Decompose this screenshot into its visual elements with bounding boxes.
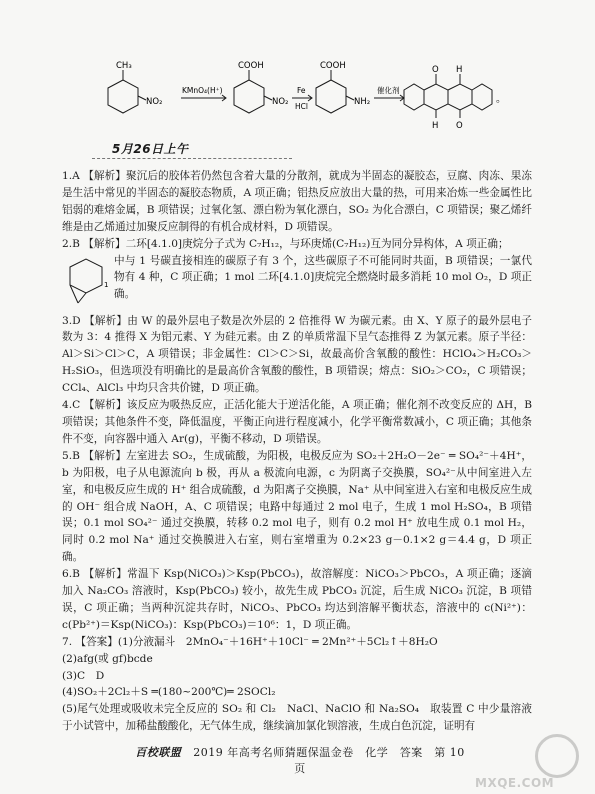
reagent-2-bottom: HCl <box>295 102 308 111</box>
r2-sub1: COOH <box>238 61 264 71</box>
r3-sub2: NH₂ <box>354 97 371 107</box>
carbon-1-label: 1 <box>104 280 109 289</box>
scheme-end-dot: 。 <box>496 94 506 105</box>
answer-4-text: 【解析】该反应为吸热反应，正活化能大于逆活化能，A 项正确；催化剂不改变反应的 ΔH，B 项错误；其他条件不变，降低温度，平衡正向进行程度减小，化学平衡常数减小，C 项正确；其他条件不变，向容器中通入 Ar(g)，平衡不移动，D 项错误。 <box>62 399 532 445</box>
product-h-bottom: H <box>432 121 439 131</box>
footer-text: 2019 年高考名师猜题保温金卷 化学 答案 第 10 页 <box>193 746 465 775</box>
answer-4 <box>62 397 532 448</box>
answer-7 <box>62 634 532 735</box>
answer-2-num: 2.B <box>62 237 80 250</box>
answer-5 <box>62 448 532 566</box>
banner-date: 5月26日上午 <box>112 142 189 156</box>
bicycloheptane-figure <box>62 253 114 313</box>
answer-1-num: 1.A <box>62 170 80 182</box>
answer-5-text: 【解析】左室进去 SO₂，生成硫酸，为阳极，电极反应为 SO₂＋2H₂O－2e⁻ ═ SO₄²⁻＋4H⁺，b 为阳极，电子从电源流向 b 极，再从 a 极流向电源，c 为阴离子交换膜，SO₄²⁻从中间室进入左室，和电极反应生成的 H⁺ 组合成硫酸，d 为阳离子交换膜，Na⁺ 从中间室进入右室和电极反应生成的 OH⁻ 组合成 NaOH，A、C 项错误；电路中每通过 2 mol 电子，生成 1 mol H₂SO₄，B 项错误；0.1 mol SO₄²⁻ 通过交换膜，转移 0.2 mol 电子，则有 0.2 mol H⁺ 放电生成 0.1 mol H₂，同时 0.2 mol Na⁺ 通过交换膜进入右室，则右室增重为 0.2×23 g－0.1×2 g＝4.4 g，D 项正确。 <box>62 449 532 564</box>
answers-body <box>62 168 532 735</box>
answer-3-num: 3.D <box>62 314 81 327</box>
reagent-1: KMnO₄(H⁺) <box>182 86 223 95</box>
r1-sub2: NO₂ <box>146 97 163 107</box>
answer-7-line-4: (4)SO₂＋2Cl₂＋S ═(180~200℃)═ 2SOCl₂ <box>62 686 276 699</box>
r1-sub1: CH₃ <box>116 61 132 71</box>
answer-2-text1: 【解析】二环[4.1.0]庚烷分子式为 C₇H₁₂，与环庚烯(C₇H₁₂)互为同分异构体，A 项正确； <box>83 237 509 250</box>
reagent-3: 催化剂 <box>377 86 400 95</box>
answer-6-text: 【解析】常温下 Ksp(NiCO₃)＞Ksp(PbCO₃)，故溶解度：NiCO₃＞PbCO₃，A 项正确；逐滴加入 Na₂CO₃ 溶液时，Ksp(PbCO₃) 较小，故先生成 PbCO₃ 沉淀，后生成 NiCO₃ 沉淀，B 项错误，C 项正确；当两种沉淀共存时，NiCO₃、PbCO₃ 均达到溶解平衡状态，溶液中的 c(Ni²⁺)：c(Pb²⁺)＝Ksp(NiCO₃)：Ksp(PbCO₃)＝10⁶：1，D 项正确。 <box>62 568 532 631</box>
banner-divider <box>92 158 292 160</box>
date-banner <box>92 138 222 162</box>
answer-7-line-1 <box>62 634 532 651</box>
answer-6-num: 6.B <box>62 568 80 581</box>
reagent-2-top: Fe <box>297 86 306 95</box>
footer-logo: 百校联盟 <box>135 746 182 759</box>
answer-7-line-5: (5)尾气处理或吸收未完全反应的 SO₂ 和 Cl₂ NaCl、NaClO 和 Na₂SO₄ 取装置 C 中少量溶液于小试管中，加稀盐酸酸化，无气体生成，继续滴加氯化钡溶液，生成白色沉淀，证明有 <box>62 703 532 733</box>
watermark <box>475 734 585 790</box>
r3-sub1: COOH <box>320 61 346 71</box>
answer-6 <box>62 566 532 634</box>
answer-4-num: 4.C <box>62 399 81 412</box>
page-footer <box>130 744 470 775</box>
answer-5-num: 5.B <box>62 449 80 462</box>
reaction-scheme-svg <box>86 56 526 140</box>
answer-2-text2: 中与 1 号碳直接相连的碳原子有 3 个，这些碳原子不可能同时共面，B 项错误；一氯代物有 4 种，C 项正确；1 mol 二环[4.1.0]庚烷完全燃烧时最多消耗 10 mol O₂，D 项正确。 <box>114 254 532 301</box>
answer-3 <box>62 313 532 398</box>
watermark-text: MXQE.COM <box>475 776 555 790</box>
answer-1-text: 【解析】聚沉后的胶体若仍然包含着大量的分散剂，就成为半固态的凝胶态，豆腐、肉冻、果冻是生活中常见的半固态的凝胶态物质，A 项正确；铝热反应放出大量的热，可用来冶炼一些金属性比铝弱的难熔金属，B 项错误；过氧化氢、漂白粉为氧化漂白，SO₂ 为化合漂白，C 项错误；聚乙烯纤维是由乙烯通过加聚反应制得的有机合成材料，D 项错误。 <box>62 170 532 233</box>
product-h-top: H <box>456 65 463 75</box>
answer-2-figure-row <box>62 253 532 313</box>
answer-7-num: 7. <box>62 635 73 648</box>
answer-2 <box>62 236 532 313</box>
product-o-top: O <box>432 65 439 75</box>
answer-7-line-3: (3)C D <box>62 669 105 682</box>
answer-7-line-1-text: 【答案】(1)分液漏斗 2MnO₄⁻＋16H⁺＋10Cl⁻ ═ 2Mn²⁺＋5Cl₂↑＋8H₂O <box>75 635 438 648</box>
watermark-circle-icon <box>535 734 579 778</box>
r2-sub2: NO₂ <box>272 97 289 107</box>
answer-1 <box>62 168 532 236</box>
answer-3-text: 【解析】由 W 的最外层电子数是次外层的 2 倍推得 W 为碳元素。由 X、Y 原子的最外层电子数为 3：4 推得 X 为铝元素、Y 为硅元素。由 Z 的单质常温下呈气态推得 Z 为氯元素。原子半径：Al＞Si＞Cl＞C，A 项错误；非金属性：Cl＞C＞Si，故最高价含氧酸的酸性：HClO₄＞H₂CO₃＞H₂SiO₃，但选项没有明确比的是最高价含氧酸的酸性，B 项错误；熔点：SiO₂＞CO₂，C 项错误；CCl₄、AlCl₃ 中均只含共价键，D 项正确。 <box>62 314 532 395</box>
product-o-bottom: O <box>456 121 463 131</box>
answer-7-line-2: (2)afg(或 gf)bcde <box>62 652 153 665</box>
reaction-scheme <box>86 56 526 140</box>
